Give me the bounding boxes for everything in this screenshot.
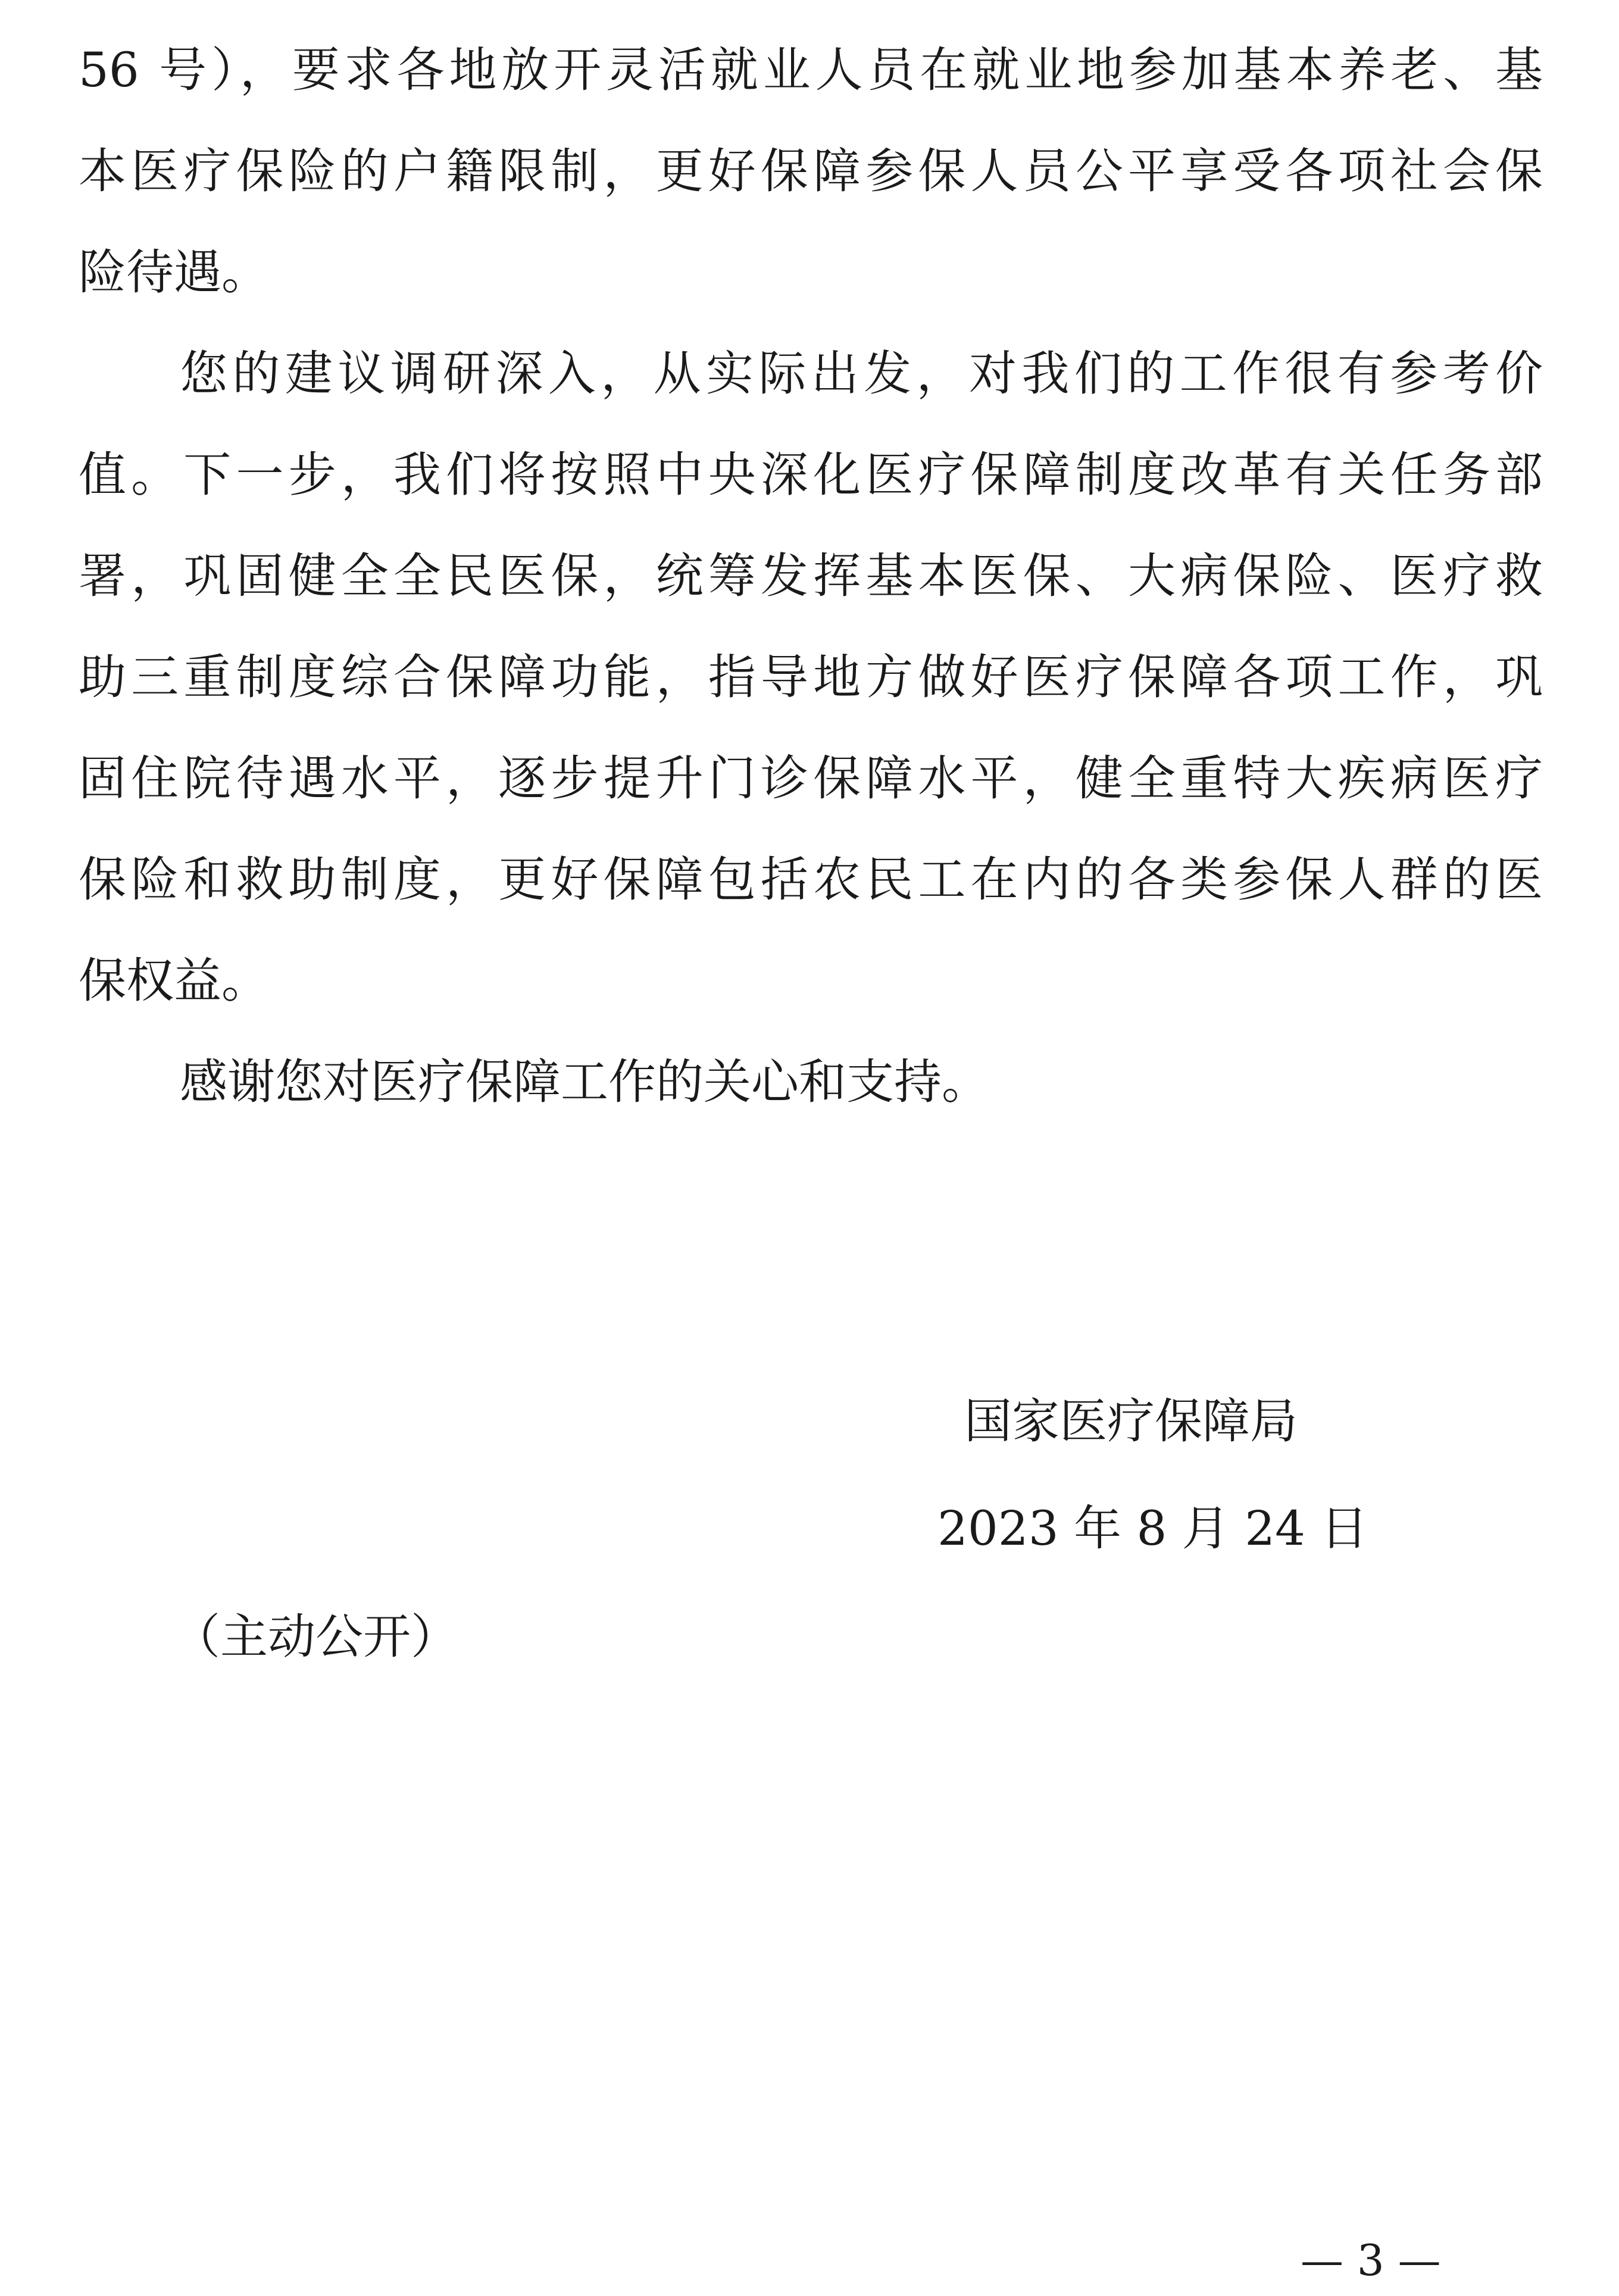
paragraph-2-line-5: 固住院待遇水平，逐步提升门诊保障水平，健全重特大疾病医疗 bbox=[79, 751, 1543, 806]
page-number: — 3 — bbox=[1301, 2235, 1441, 2285]
paragraph-1-line-3: 险待遇。 bbox=[79, 245, 269, 300]
signature-date: 2023 年 8 月 24 日 bbox=[937, 1501, 1368, 1556]
paragraph-2-line-6: 保险和救助制度，更好保障包括农民工在内的各类参保人群的医 bbox=[79, 852, 1543, 907]
paragraph-2-line-7: 保权益。 bbox=[79, 953, 269, 1008]
paragraph-3-line-1: 感谢您对医疗保障工作的关心和支持。 bbox=[180, 1054, 989, 1110]
paragraph-2-line-3: 署，巩固健全全民医保，统筹发挥基本医保、大病保险、医疗救 bbox=[79, 548, 1543, 604]
paragraph-1-line-2: 本医疗保险的户籍限制，更好保障参保人员公平享受各项社会保 bbox=[79, 143, 1543, 199]
signature-organization: 国家医疗保障局 bbox=[964, 1394, 1298, 1449]
paragraph-2-line-4: 助三重制度综合保障功能，指导地方做好医疗保障各项工作，巩 bbox=[79, 649, 1543, 705]
paragraph-2-line-1: 您的建议调研深入，从实际出发，对我们的工作很有参考价 bbox=[180, 346, 1543, 401]
paragraph-1-line-1: 56 号），要求各地放开灵活就业人员在就业地参加基本养老、基 bbox=[79, 42, 1543, 98]
paragraph-2-line-2: 值。下一步，我们将按照中央深化医疗保障制度改革有关任务部 bbox=[79, 447, 1543, 502]
disclosure-note: （主动公开） bbox=[173, 1609, 458, 1664]
